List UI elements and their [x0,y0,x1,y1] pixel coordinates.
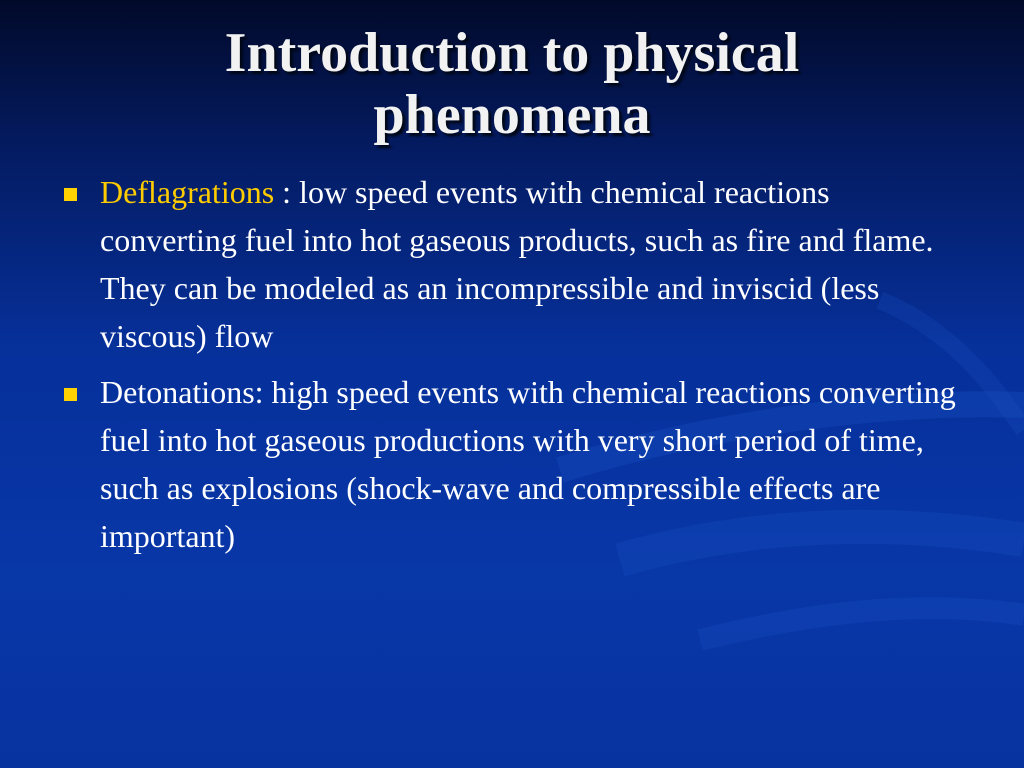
bullet-list [62,168,962,568]
square-bullet-icon [64,388,77,401]
bullet-item-deflagrations [62,168,962,360]
square-bullet-icon [64,188,77,201]
bullet-item-detonations [62,368,962,560]
deflagrations-description: : low speed events with chemical reactions converting fuel into hot gaseous products, such as fire and flame. They can be modeled as an incompressible and inviscid (less viscous) flow [100,174,934,354]
slide-title: Introduction to physical phenomena [224,22,800,146]
detonations-description: Detonations: high speed events with chemical reactions converting fuel into hot gaseous productions with very short period of time, such as explosions (shock-wave and compressible effects are important) [100,374,956,554]
deflagrations-term: Deflagrations [100,174,275,210]
